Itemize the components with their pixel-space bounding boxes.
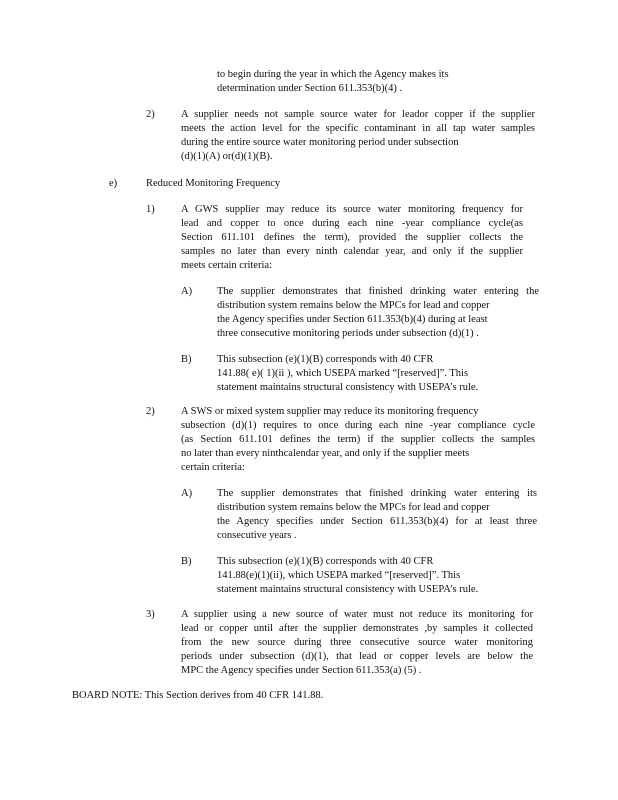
item-e2A-line-4: consecutive years . — [217, 530, 297, 541]
item-e1A-label: A) — [181, 286, 193, 297]
item-e1-text — [181, 203, 523, 273]
item-e2A-label: A) — [181, 488, 193, 499]
item-e1B-line-1: This subsection (e)(1)(B) corresponds with 40 CFR — [217, 354, 434, 365]
item-e2A-line-3: the Agency specifies under Section 611.353(b)(4) for at least three — [217, 516, 537, 527]
item-e2-line-4: no later than every ninthcalendar year, and only if the supplier meets — [181, 448, 470, 459]
item-e1B-line-2: 141.88( e)( 1)(ii ), which USEPA marked “[reserved]”. This — [217, 368, 469, 379]
item-e2-line-2: subsection (d)(1) requires to once during each nine -year compliance cycle — [181, 420, 535, 431]
item-e1B-text — [217, 353, 519, 395]
item-e3-line-5: MPC the Agency specifies under Section 611.353(a) (5) . — [181, 665, 422, 676]
item-e3-line-2: lead or copper until after the supplier demonstrates ,by samples it collected — [181, 623, 533, 634]
item-e2B-line-1: This subsection (e)(1)(B) corresponds with 40 CFR — [217, 556, 434, 567]
item-e1A-line-1: The supplier demonstrates that finished drinking water entering the — [217, 286, 539, 297]
item-e2-line-3: (as Section 611.101 defines the term) if the supplier collects the samples — [181, 434, 535, 445]
item-e1B-label: B) — [181, 354, 192, 365]
item-d2-line-4: (d)(1)(A) or(d)(1)(B). — [181, 151, 273, 162]
item-d2-line-2: meets the action level for the specific contaminant in all tap water samples — [181, 123, 535, 134]
item-e1-line-1: A GWS supplier may reduce its source water monitoring frequency for — [181, 204, 523, 215]
item-e3-line-3: from the new source during three consecutive source water monitoring — [181, 637, 533, 648]
section-e-heading: Reduced Monitoring Frequency — [146, 178, 281, 189]
item-e1A-line-2: distribution system remains below the MPCs for lead and copper — [217, 300, 490, 311]
item-e2A-text — [217, 487, 537, 543]
item-e1A-line-4: three consecutive monitoring periods under subsection (d)(1) . — [217, 328, 479, 339]
item-e3-line-1: A supplier using a new source of water must not reduce its monitoring for — [181, 609, 533, 620]
item-e3-text — [181, 608, 533, 678]
item-e1-line-5: meets certain criteria: — [181, 260, 272, 271]
board-note-text: BOARD NOTE: This Section derives from 40 CFR 141.88. — [72, 690, 324, 701]
section-e-label: e) — [109, 178, 118, 189]
item-e1-line-4: samples no later than every ninth calendar year, and only if the supplier — [181, 246, 523, 257]
item-e2-line-5: certain criteria: — [181, 462, 245, 473]
item-e2-label: 2) — [146, 406, 155, 417]
item-d2-line-1: A supplier needs not sample source water for leador copper if the supplier — [181, 109, 535, 120]
item-d2-label: 2) — [146, 109, 155, 120]
item-e1-line-2: lead and copper to once during each nine -year compliance cycle(as — [181, 218, 523, 229]
item-e2-line-1: A SWS or mixed system supplier may reduce its monitoring frequency — [181, 406, 479, 417]
continuation-line-2: determination under Section 611.353(b)(4) . — [217, 83, 403, 94]
item-e2B-label: B) — [181, 556, 192, 567]
item-e2A-line-1: The supplier demonstrates that finished drinking water entering its — [217, 488, 537, 499]
item-e1-line-3: Section 611.101 defines the term), provided the supplier collects the — [181, 232, 523, 243]
item-d2-text — [181, 108, 535, 164]
item-e1A-text — [217, 285, 539, 341]
continuation-line-1: to begin during the year in which the Agency makes its — [217, 69, 449, 80]
item-e2A-line-2: distribution system remains below the MPCs for lead and copper — [217, 502, 490, 513]
item-e1A-line-3: the Agency specifies under Section 611.353(b)(4) during at least — [217, 314, 488, 325]
item-d2-line-3: during the entire source water monitoring period under subsection — [181, 137, 459, 148]
item-e2B-text — [217, 555, 519, 597]
item-e1B-line-3: statement maintains structural consistency with USEPA’s rule. — [217, 382, 479, 393]
item-e2B-line-3: statement maintains structural consistency with USEPA’s rule. — [217, 584, 479, 595]
item-e3-label: 3) — [146, 609, 155, 620]
continuation-text — [217, 68, 497, 96]
item-e2B-line-2: 141.88(e)(1)(ii), which USEPA marked “[reserved]”. This — [217, 570, 461, 581]
item-e3-line-4: periods under subsection (d)(1), that lead or copper levels are below the — [181, 651, 533, 662]
board-note — [72, 689, 323, 703]
item-e1-label: 1) — [146, 204, 155, 215]
item-e2-text — [181, 405, 535, 475]
